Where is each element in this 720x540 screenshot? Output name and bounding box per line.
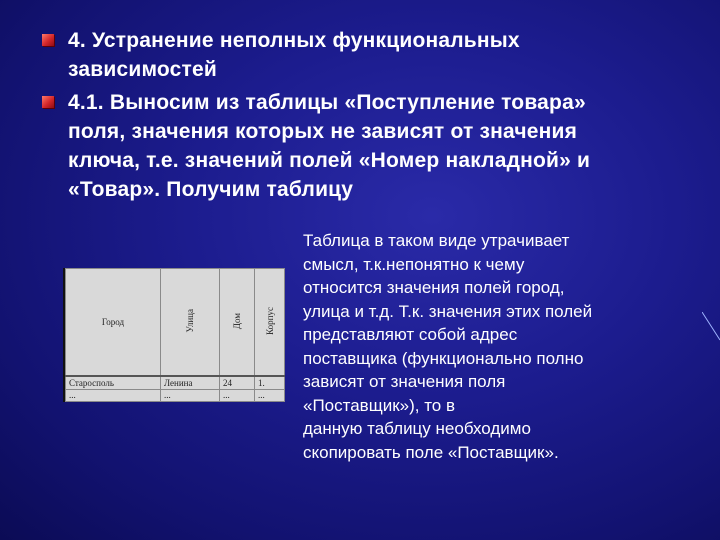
description-line: данную таблицу необходимо — [303, 419, 531, 438]
table-row — [66, 376, 285, 389]
bullet-list — [38, 26, 678, 208]
table-header-cell — [66, 269, 161, 377]
table-cell: ... — [161, 389, 220, 401]
description-line: Таблица в таком виде утрачивает — [303, 231, 570, 250]
table-cell: ... — [66, 389, 161, 401]
table-header-row — [66, 269, 285, 377]
table-cell: 24 — [220, 376, 255, 389]
bullet-line: «Товар». Получим таблицу — [68, 178, 354, 201]
table-header-cell — [255, 269, 285, 377]
bullet-line: ключа, т.е. значений полей «Номер накладной» и — [68, 149, 591, 172]
table-header-cell — [220, 269, 255, 377]
table-cell: 1. — [255, 376, 285, 389]
header-city: Город — [101, 317, 125, 328]
bullet-item-1 — [38, 26, 678, 84]
table-cell: ... — [255, 389, 285, 401]
bullet-line: 4. Устранение неполных функциональных — [68, 29, 520, 52]
address-table — [65, 268, 285, 402]
description-line: относится значения полей город, — [303, 278, 565, 297]
description-line: «Поставщик»), то в — [303, 395, 455, 415]
bullet-line: 4.1. Выносим из таблицы «Поступление товара» — [68, 91, 586, 114]
table-header-cell — [161, 269, 220, 377]
description-line: представляют собой адрес — [303, 325, 518, 344]
description-line: зависят от значения поля — [303, 372, 506, 391]
bullet-line: зависимостей — [68, 58, 218, 81]
header-street: Улица — [185, 309, 195, 333]
description-line: смысл, т.к.непонятно к чему — [303, 254, 525, 274]
description-text — [303, 229, 663, 464]
table-row — [66, 389, 285, 401]
description-line: скопировать поле «Поставщик». — [303, 442, 559, 462]
header-house: Дом — [232, 313, 242, 330]
description-line: улица и т.д. Т.к. значения этих полей — [303, 301, 593, 321]
bullet-line: поля, значения которых не зависят от значения — [68, 120, 578, 143]
bullet-square-icon — [42, 34, 54, 46]
decorative-line — [702, 312, 720, 342]
address-table-image — [63, 268, 285, 402]
description-line: поставщика (функционально полно — [303, 348, 584, 368]
header-building: Корпус — [264, 307, 275, 336]
table-cell: ... — [220, 389, 255, 401]
bullet-item-2 — [38, 88, 678, 204]
bullet-square-icon — [42, 96, 54, 108]
table-cell: Ленина — [161, 376, 220, 389]
table-cell: Старосполь — [66, 376, 161, 389]
